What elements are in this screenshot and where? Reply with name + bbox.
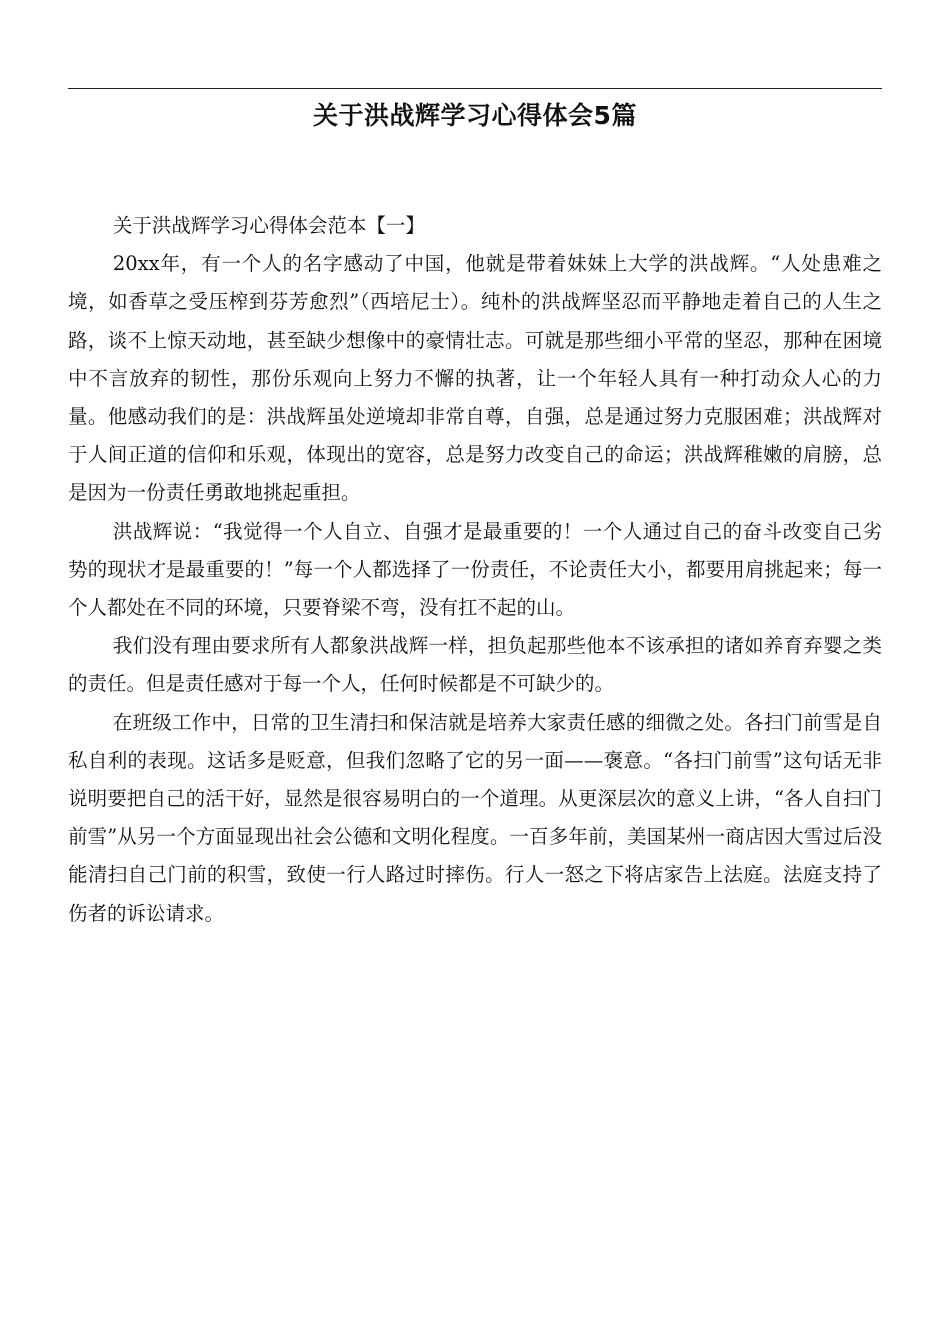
paragraph: 我们没有理由要求所有人都象洪战辉一样，担负起那些他本不该承担的诸如养育弃婴之类的责任。但是责任感对于每一个人，任何时候都是不可缺少的。 <box>68 634 882 696</box>
paragraph: 在班级工作中，日常的卫生清扫和保洁就是培养大家责任感的细微之处。各扫门前雪是自私自利的表现。这话多是贬意，但我们忽略了它的另一面——褒意。“各扫门前雪”这句话无非说明要把自己的活干好，显然是很容易明白的一个道理。从更深层次的意义上讲，“各人自扫门前雪”从另一个方面显现出社会公德和文明化程度。一百多年前，美国某州一商店因大雪过后没能清扫自己门前的积雪，致使一行人路过时摔伤。行人一怒之下将店家告上法庭。法庭支持了伤者的诉讼请求。 <box>68 710 882 925</box>
document-body <box>68 207 882 933</box>
paragraph: 洪战辉说：“我觉得一个人自立、自强才是最重要的！一个人通过自己的奋斗改变自己劣势的现状才是最重要的！”每一个人都选择了一份责任，不论责任大小，都要用肩挑起来；每一个人都处在不同的环境，只要脊梁不弯，没有扛不起的山。 <box>68 519 882 620</box>
header-rule <box>68 88 882 89</box>
paragraph: 20xx年，有一个人的名字感动了中国，他就是带着妹妹上大学的洪战辉。“人处患难之境，如香草之受压榨到芬芳愈烈”（西培尼士）。纯朴的洪战辉坚忍而平静地走着自己的人生之路，谈不上惊天动地，甚至缺少想像中的豪情壮志。可就是那些细小平常的坚忍，那种在困境中不言放弃的韧性，那份乐观向上努力不懈的执著，让一个年轻人具有一种打动众人心的力量。他感动我们的是：洪战辉虽处逆境却非常自尊，自强，总是通过努力克服困难；洪战辉对于人间正道的信仰和乐观，体现出的宽容，总是努力改变自己的命运；洪战辉稚嫩的肩膀，总是因为一份责任勇敢地挑起重担。 <box>68 252 882 505</box>
document-title: 关于洪战辉学习心得体会5篇 <box>313 101 637 130</box>
section-heading: 关于洪战辉学习心得体会范本【一】 <box>112 214 425 237</box>
